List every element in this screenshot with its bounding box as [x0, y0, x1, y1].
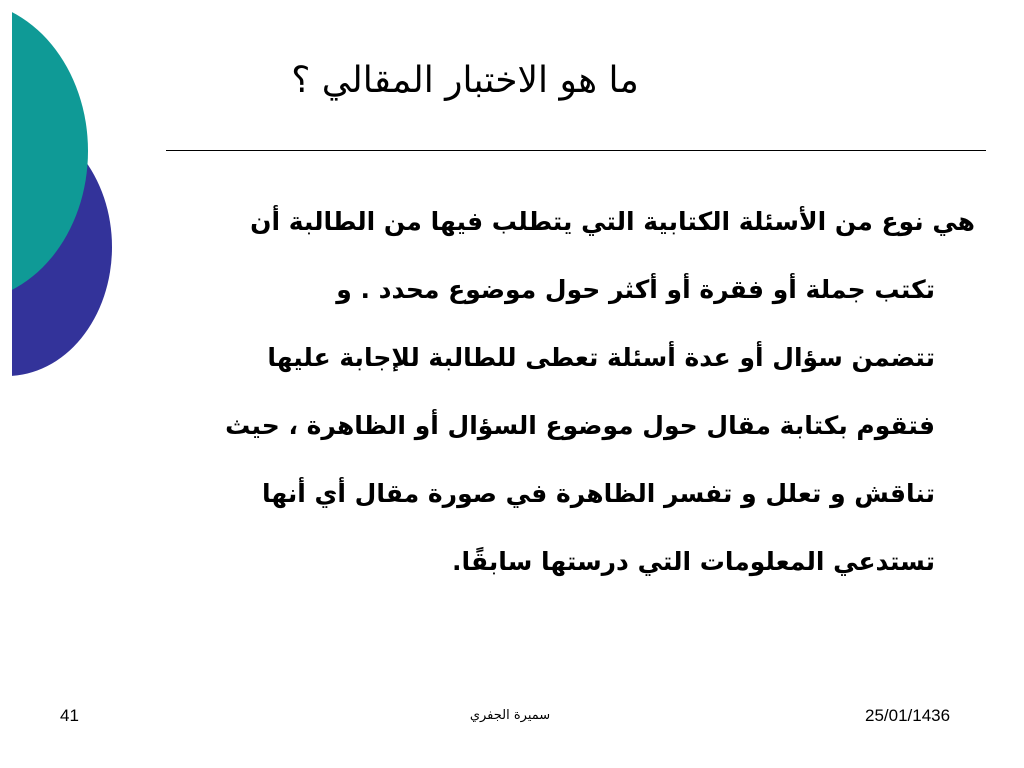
title-divider: [166, 150, 986, 151]
footer-author: سميرة الجفري: [469, 708, 551, 723]
body-line: تكتب جملة أو فقرة أو أكثر حول موضوع محدد . و: [336, 275, 935, 304]
decorative-left-margin: [0, 0, 12, 380]
body-line: تناقش و تعلل و تفسر الظاهرة في صورة مقال أي أنها: [261, 479, 935, 508]
body-line: تستدعي المعلومات التي درستها سابقًا.: [452, 547, 935, 576]
body-line: تتضمن سؤال أو عدة أسئلة تعطى للطالبة للإجابة عليها: [267, 343, 935, 372]
body-line: هي نوع من الأسئلة الكتابية التي يتطلب فيها من الطالبة أن: [250, 207, 975, 236]
slide-body: [70, 188, 975, 596]
slide-title: ما هو الاختبار المقالي ؟: [291, 60, 639, 101]
page-number: 41: [60, 706, 79, 725]
footer-date: 25/01/1436: [865, 706, 951, 725]
body-line: فتقوم بكتابة مقال حول موضوع السؤال أو الظاهرة ، حيث: [225, 411, 935, 440]
